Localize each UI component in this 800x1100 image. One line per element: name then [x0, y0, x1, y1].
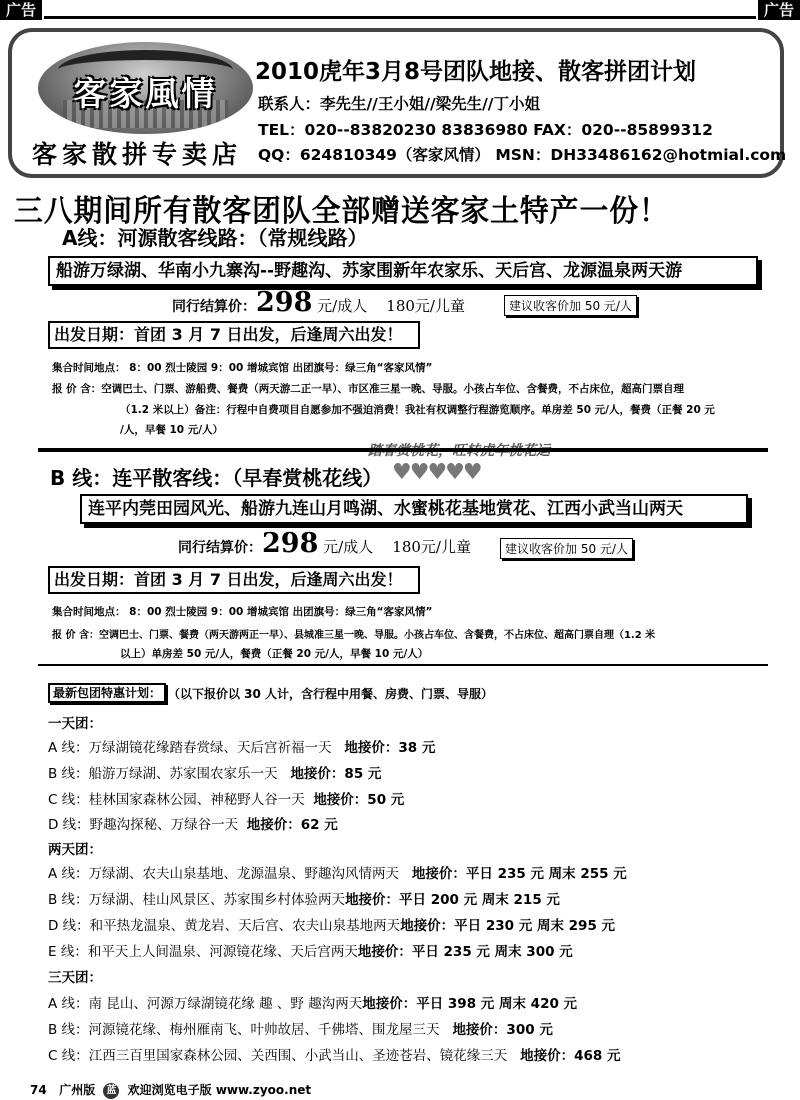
badge-icon: 蓝	[103, 1083, 119, 1099]
list-item: A 线：万绿湖镜花缘踏春赏绿、天后宫祈福一天 地接价：38 元	[48, 740, 436, 756]
page-number: 74	[30, 1083, 47, 1097]
route-b-meet: 集合时间地点： 8：00 烈士陵园 9：00 增城宾馆 出团旗号：绿三角“客家风情”	[52, 606, 433, 618]
route-b-itinerary: 连平内莞田园风光、船游九连山月鸣湖、水蜜桃花基地赏花、江西小武当山两天	[80, 494, 748, 524]
qq-msn: QQ：624810349（客家风情） MSN：DH33486162@hotmial.com	[258, 146, 787, 164]
route-a-include-1: 报 价 含：空调巴士、门票、游船费、餐费（两天游二正一早）、市区准三星一晚、导服。小孩占车位、含餐费，不占床位，超高门票自理	[52, 383, 685, 395]
shop-name: 客家散拼专卖店	[32, 140, 243, 169]
route-b-title: B 线：连平散客线：（早春赏桃花线）	[50, 466, 383, 490]
hearts-decoration: ♥♥♥♥♥	[392, 460, 481, 485]
two-day-label: 两天团：	[48, 842, 102, 858]
route-a-price-value: 298	[256, 287, 313, 318]
contacts: 联系人：李先生//王小姐//梁先生//丁小姐	[258, 95, 540, 113]
route-b-include-1: 报 价 含：空调巴士、门票、餐费（两天游两正一早）、县城准三星一晚、导服。小孩占车位、含餐费，不占床位、超高门票自理（1.2 米	[52, 630, 656, 641]
route-b-price-label: 同行结算价：	[178, 540, 262, 556]
edition: 广州版	[59, 1083, 96, 1097]
route-a-suggest: 建议收客价加 50 元/人	[504, 295, 637, 316]
list-item: D 线：野趣沟探秘、万绿谷一天 地接价：62 元	[48, 817, 338, 833]
top-rule	[44, 16, 756, 19]
route-a-departure: 出发日期：首团 3 月 7 日出发，后逢周六出发！	[48, 321, 420, 349]
route-a-price	[172, 287, 465, 318]
list-item: C 线：江西三百里国家森林公园、关西围、小武当山、圣迹苍岩、镜花缘三天 地接价：468 元	[48, 1048, 621, 1064]
divider-b	[38, 664, 768, 666]
route-a-include-3: /人，早餐 10 元/人）	[120, 424, 224, 436]
logo-text: 客家風情	[73, 74, 218, 113]
route-a-meet: 集合时间地点： 8：00 烈士陵园 9：00 增城宾馆 出团旗号：绿三角“客家风情”	[52, 362, 433, 374]
list-item: A 线：万绿湖、农夫山泉基地、龙源温泉、野趣沟风情两天 地接价：平日 235 元 周末 255 元	[48, 866, 627, 882]
list-item: C 线：桂林国家森林公园、神秘野人谷一天 地接价：50 元	[48, 792, 405, 808]
one-day-label: 一天团：	[48, 716, 102, 732]
route-b-suggest: 建议收客价加 50 元/人	[500, 538, 633, 559]
list-item: E 线：和平天上人间温泉、河源镜花缘、天后宫两天地接价：平日 235 元 周末 300 元	[48, 944, 573, 960]
route-b-price	[178, 528, 471, 559]
route-b-adult-unit: 元/成人	[323, 538, 374, 556]
footer-link[interactable]: 欢迎浏览电子版 www.zyoo.net	[127, 1083, 312, 1097]
route-b-include-2: 以上）单房差 50 元/人，餐费（正餐 20 元/人，早餐 10 元/人）	[120, 648, 429, 660]
route-a-include-2: （1.2 米以上）备注：行程中自费项目自愿参加不强迫消费！我社有权调整行程游览顺序。单房差 50 元/人，餐费（正餐 20 元	[120, 404, 715, 416]
page-title: 2010虎年3月8号团队地接、散客拼团计划	[255, 59, 697, 85]
route-b-child-price: 180元/儿童	[392, 538, 471, 556]
ad-tag-right: 广告	[758, 0, 800, 20]
packages-heading: 最新包团特惠计划：	[48, 683, 166, 703]
packages-note: （以下报价以 30 人计，含行程中用餐、房费、门票、导服）	[168, 687, 494, 701]
three-day-label: 三天团：	[48, 970, 102, 986]
list-item: A 线：南 昆山、河源万绿湖镜花缘 趣 、野 趣沟两天地接价：平日 398 元 周末 420 元	[48, 996, 578, 1012]
footer	[30, 1081, 311, 1099]
list-item: B 线：河源镜花缘、梅州雁南飞、叶帅故居、千佛塔、围龙屋三天 地接价：300 元	[48, 1022, 553, 1038]
list-item: B 线：万绿湖、桂山风景区、苏家围乡村体验两天地接价：平日 200 元 周末 215 元	[48, 892, 560, 908]
route-a-adult-unit: 元/成人	[317, 297, 368, 315]
route-b-price-value: 298	[262, 528, 319, 559]
route-b-departure: 出发日期：首团 3 月 7 日出发，后逢周六出发！	[48, 566, 420, 594]
route-a-price-label: 同行结算价：	[172, 299, 256, 315]
list-item: D 线：和平热龙温泉、黄龙岩、天后宫、农夫山泉基地两天地接价：平日 230 元 周末 295 元	[48, 918, 616, 934]
divider-a	[38, 448, 768, 452]
route-a-title: A线：河源散客线路：（常规线路）	[62, 226, 368, 250]
route-a-child-price: 180元/儿童	[386, 297, 465, 315]
list-item: B 线：船游万绿湖、苏家围农家乐一天 地接价：85 元	[48, 766, 382, 782]
route-a-itinerary: 船游万绿湖、华南小九寨沟--野趣沟、苏家围新年农家乐、天后宫、龙源温泉两天游	[48, 256, 758, 286]
ad-tag-left: 广告	[0, 0, 42, 20]
tel-fax: TEL：020--83820230 83836980 FAX：020--85899312	[258, 121, 713, 139]
logo-emblem	[38, 42, 253, 134]
promo-banner: 三八期间所有散客团队全部赠送客家土特产一份！	[14, 194, 669, 229]
